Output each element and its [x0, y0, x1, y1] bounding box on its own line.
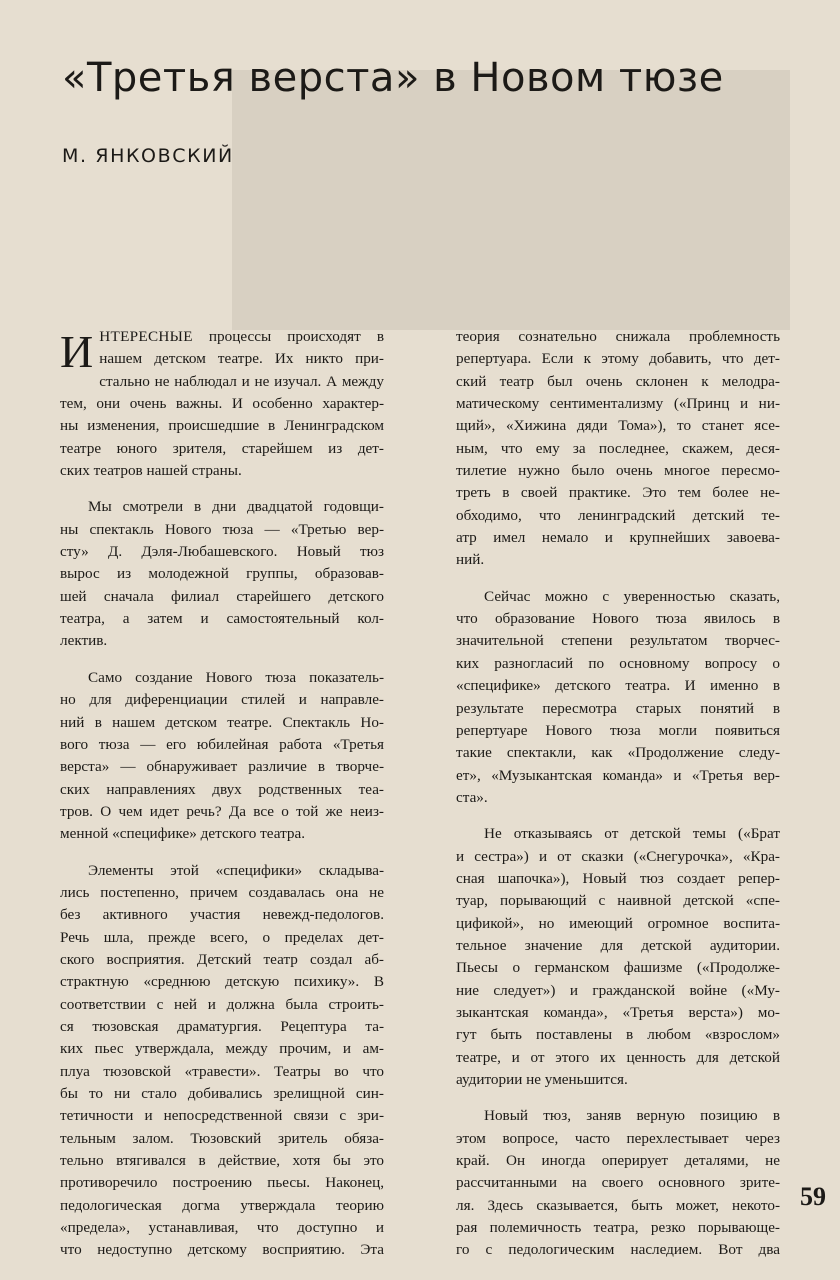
text-line: нашем детском театре. Их никто при-	[99, 350, 384, 368]
text-line: бы то ни стало добивались зрелищной син-	[60, 1085, 384, 1102]
text-line: тем, они очень важны. И особенно характер-	[60, 395, 384, 413]
text-line: верста» — обнаруживает различие в творче-	[60, 758, 384, 776]
text-line: Новый тюз, заняв верную позицию в	[484, 1107, 780, 1125]
text-line: этом вопросе, часто перехлестывает через	[456, 1129, 780, 1147]
text-line: репертуаре Нового тюза могли появиться	[456, 721, 780, 739]
text-line: аудитории не уменьшится.	[456, 1071, 628, 1088]
photo-placeholder	[232, 70, 790, 330]
text-line: ких пьес утверждала, между прочим, и ам-	[60, 1040, 384, 1058]
text-line: страктную «среднюю детскую психику». В	[60, 973, 384, 991]
text-line: тельным залом. Тюзовский зритель обяза-	[60, 1129, 384, 1147]
text-line: без активного участия невежд-педологов.	[60, 906, 384, 924]
page-number: 59	[800, 1182, 826, 1211]
text-line: что недоступно детскому восприятию. Эта	[60, 1241, 384, 1259]
paragraph	[60, 860, 384, 1262]
text-line: и сестра») и от сказки («Снегурочка», «Кра-	[456, 847, 780, 865]
text-line: ным, что ему за последнее, скажем, деся-	[456, 439, 780, 457]
text-line: обходимо, что ленинградский детский те-	[456, 506, 780, 524]
text-line: Пьесы о германском фашизме («Продолже-	[456, 959, 780, 977]
text-line: ны изменения, происшедшие в Ленинградском	[60, 417, 384, 435]
text-line: ля. Здесь сказывается, быть может, некото-	[456, 1196, 780, 1214]
text-line: Элементы этой «специфики» складыва-	[88, 861, 384, 879]
drop-cap: И	[60, 326, 94, 377]
text-line: тельное значение для детской аудитории.	[456, 936, 780, 954]
text-line: плуа тюзовской «травести». Театры во что	[60, 1062, 384, 1080]
text-line: репертуара. Если к этому добавить, что дет-	[456, 350, 780, 368]
text-line: значительной степени результатом творчес-	[456, 632, 780, 650]
text-line: менной «специфике» детского театра.	[60, 825, 306, 843]
text-line: рая полемичность театра, резко порывающе-	[456, 1219, 780, 1237]
text-line: цификой», но имеющий огромное воспита-	[456, 914, 780, 932]
paragraph	[60, 326, 384, 482]
text-line: Речь шла, прежде всего, о пределах дет-	[60, 928, 384, 946]
text-line: ских направлениях двух родственных теа-	[60, 780, 384, 798]
text-line: ский театр был очень склонен к мелодра-	[456, 372, 780, 390]
paragraph	[60, 496, 384, 652]
text-line: атр имел немало и крупнейших завоева-	[456, 529, 780, 547]
text-line: ских театров нашей страны.	[60, 462, 242, 480]
text-line: результате пересмотра старых понятий в	[456, 699, 780, 717]
text-line	[60, 326, 384, 348]
text-line: ся тюзовская драматургия. Рецептура та-	[60, 1017, 384, 1035]
text-line: ких разногласий по основному вопросу о	[456, 654, 780, 672]
text-line: тров. О чем идет речь? Да все о той же неиз-	[60, 802, 384, 820]
text-line: «предела», устанавливая, что доступно и	[60, 1219, 384, 1237]
text-column-left	[60, 326, 384, 1262]
text-line: ет», «Музыкантская команда» и «Третья вер-	[456, 766, 780, 784]
text-line: противоречило построению пьесы. Наконец,	[60, 1174, 384, 1192]
text-line: Сейчас можно с уверенностью сказать,	[484, 587, 780, 605]
text-line: тилетие нужно было очень многое пересмо-	[456, 462, 780, 480]
text-line: ста».	[456, 788, 488, 806]
article-title: «Третья верста» в Новом тюзе	[62, 55, 724, 101]
paragraph	[456, 586, 780, 809]
text-line: тельно втягивался в действие, хотя бы это	[60, 1152, 384, 1170]
text-line: стально не наблюдал и не изучал. А между	[99, 372, 384, 390]
text-line: сная шапочка»), Новый тюз создает репер-	[456, 869, 780, 887]
text-line: го с педологическим наследием. Вот два	[456, 1241, 780, 1259]
lead-word: НТЕРЕСНЫЕ	[99, 328, 193, 345]
text-line: лектив.	[60, 632, 108, 650]
text-line: театре юного зрителя, старейшем из дет-	[60, 439, 384, 457]
text-column-right	[456, 326, 780, 1262]
text-line: туар, порывающий с наивной детской «спе-	[456, 892, 780, 910]
text-line: театре, и от этого их ценность для детской	[456, 1048, 780, 1066]
text-line: ний в нашем детском театре. Спектакль Но-	[60, 713, 384, 731]
paragraph	[456, 326, 780, 572]
text-line: Мы смотрели в дни двадцатой годовщи-	[88, 498, 384, 516]
text-line: треть в своей практике. Это тем более не-	[456, 484, 780, 502]
paragraph	[60, 667, 384, 846]
text-line: край. Он иногда оперирует деталями, не	[456, 1152, 780, 1170]
text-line: Не отказываясь от детской темы («Брат	[484, 825, 780, 843]
article-author: М. ЯНКОВСКИЙ	[62, 145, 234, 167]
text-line: театра, а затем и самостоятельный кол-	[60, 610, 384, 628]
text-line: соответствии с ней и должна была строить-	[60, 995, 384, 1013]
text-line: тетичности и непосредственной связи с зри-	[60, 1107, 384, 1125]
text-line: «специфике» детского театра. И именно в	[456, 677, 780, 695]
text-line: гут быть поставлены в любом «взрослом»	[456, 1026, 780, 1044]
text-line: такие спектакли, как «Продолжение следу-	[456, 744, 780, 762]
text-line: шей сначала филиал старейшего детского	[60, 587, 384, 605]
text-line: ний.	[456, 551, 485, 569]
text-line: сту» Д. Дэля-Любашевского. Новый тюз	[60, 543, 384, 561]
text-line: ны спектакль Нового тюза — «Третью вер-	[60, 520, 384, 538]
text-line: Само создание Нового тюза показатель-	[88, 668, 384, 686]
text-line: щий», «Хижина дяди Тома»), то станет ясе-	[456, 417, 780, 435]
text-line: матическому сентиментализму («Принц и ни-	[456, 395, 780, 413]
text-line: вырос из молодежной группы, образовав-	[60, 565, 384, 583]
paragraph	[456, 823, 780, 1091]
lead-line-rest: процессы происходят в	[192, 328, 384, 345]
paragraph	[456, 1105, 780, 1261]
text-line: но для диференциации стилей и направле-	[60, 691, 384, 709]
text-line: вого тюза — его юбилейная работа «Третья	[60, 735, 384, 753]
text-line: теория сознательно снижала проблемность	[456, 328, 780, 345]
text-line: педологическая догма утверждала теорию	[60, 1196, 384, 1214]
text-line: ние следует») и гражданской войне («Му-	[456, 981, 780, 999]
text-line: что образование Нового тюза явилось в	[456, 610, 780, 628]
text-line: зыкантская команда», «Третья верста») мо-	[456, 1003, 780, 1021]
text-line: ского восприятия. Детский театр создал аб-	[60, 950, 384, 968]
text-line: лись постепенно, причем создавалась она не	[60, 883, 384, 901]
text-line: рассчитанными на своего основного зрите-	[456, 1174, 780, 1192]
